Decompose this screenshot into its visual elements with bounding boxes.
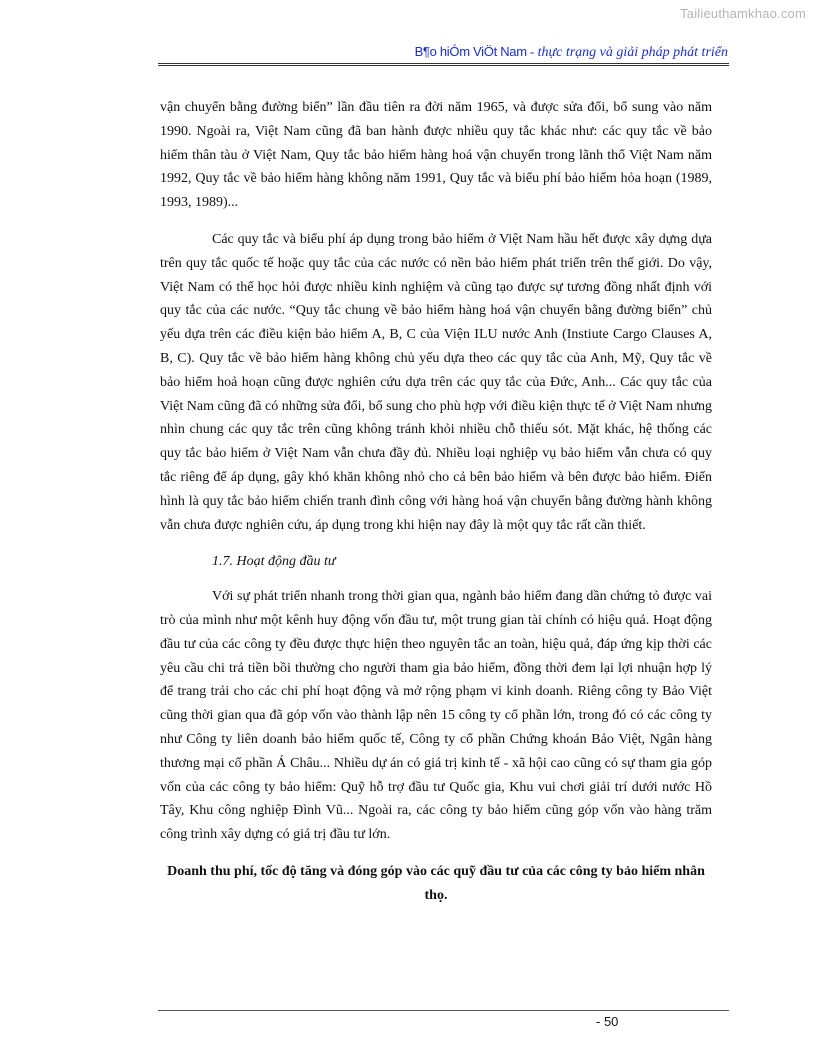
body-paragraph: Các quy tắc và biểu phí áp dụng trong bảo hiểm ở Việt Nam hầu hết được xây dựng dựa trên quy tắc quốc tế hoặc quy tắc của các nước có nền bảo hiểm phát triển trên thế giới. Do vậy, Việt Nam có thể học hỏi được nhiều kinh nghiệm và cũng tạo được sự tương đồng nhất định với quy tắc của các nước. “Quy tắc chung về bảo hiểm hàng hoá vận chuyển bằng đường biển” chủ yếu dựa trên các điều kiện bảo hiểm A, B, C của Viện ILU nước Anh (Instiute Cargo Clauses A, B, C). Quy tắc về bảo hiểm hàng không chủ yếu dựa theo các quy tắc của Anh, Mỹ, Quy tắc về bảo hiểm hoả hoạn cũng được nghiên cứu dựa trên các quy tắc của Đức, Anh... Các quy tắc của Việt Nam cũng đã có những sửa đổi, bổ sung cho phù hợp với điều kiện thực tế ở Việt Nam nhưng nhìn chung các quy tắc trên cũng không tránh khỏi nhiều chỗ thiếu sót. Mặt khác, hệ thống các quy tắc bảo hiểm ở Việt Nam vẫn chưa đầy đủ. Nhiều loại nghiệp vụ bảo hiểm vẫn chưa có quy tắc riêng để áp dụng, gây khó khăn không nhỏ cho cả bên bảo hiểm và bên được bảo hiểm. Điển hình là quy tắc bảo hiểm chiến tranh đình công với hàng hoá vận chuyển bằng đường hành không vẫn chưa được nghiên cứu, áp dụng trong khi hiện nay đây là một quy tắc rất cần thiết. (160, 231, 712, 533)
header-subtitle: thực trạng và giải pháp phát triển (537, 45, 728, 60)
section-heading: 1.7. Hoạt động đầu tư (212, 554, 336, 570)
header-rule (158, 63, 729, 66)
footer-rule (158, 1010, 729, 1011)
header-separator: - (526, 44, 538, 59)
body-paragraph: vận chuyển bằng đường biển” lần đầu tiên ra đời năm 1965, và được sửa đổi, bổ sung vào năm 1990. Ngoài ra, Việt Nam cũng đã ban hành được nhiều quy tắc khác như: các quy tắc về bảo hiểm thân tàu ở Việt Nam, Quy tắc bảo hiểm hàng hoá vận chuyển trong lãnh thổ Việt Nam năm 1992, Quy tắc về bảo hiểm hàng không năm 1991, Quy tắc và biểu phí bảo hiểm hỏa hoạn (1989, 1993, 1989)... (160, 100, 712, 211)
page-body (160, 96, 712, 908)
header-title: B¶o hiÓm ViÖt Nam (414, 44, 527, 59)
body-paragraph: Với sự phát triển nhanh trong thời gian qua, ngành bảo hiểm đang dần chứng tỏ được vai trò của mình như một kênh huy động vốn đầu tư, một trung gian tài chính có hiệu quả. Hoạt động đầu tư của các công ty đều được thực hiện theo nguyên tắc an toàn, hiệu quả, đáp ứng kịp thời các yêu cầu chi trả tiền bồi thường cho người tham gia bảo hiểm, đồng thời đem lại lợi nhuận hợp lý để trang trải cho các chi phí hoạt động và mở rộng phạm vi kinh doanh. Riêng công ty Bảo Việt cũng thời gian qua đã góp vốn vào thành lập nên 15 công ty cổ phần lớn, trong đó có các công ty như Công ty liên doanh bảo hiểm quốc tế, Công ty cổ phần Chứng khoán Bảo Việt, Ngân hàng thương mại cổ phần Á Châu... Nhiều dự án có giá trị kinh tế - xã hội cao cũng có sự tham gia góp vốn của các công ty bảo hiểm: Quỹ hỗ trợ đầu tư Quốc gia, Khu vui chơi giải trí dưới nước Hồ Tây, Khu công nghiệp Đình Vũ... Ngoài ra, các công ty bảo hiểm cũng góp vốn vào hàng trăm công trình xây dựng có giá trị đầu tư lớn. (160, 589, 712, 843)
running-header (415, 44, 728, 61)
page-number: - 50 (596, 1014, 619, 1029)
table-title: Doanh thu phí, tốc độ tăng và đóng góp vào các quỹ đầu tư của các công ty bảo hiểm nhân thọ. (167, 863, 705, 903)
watermark-text: Tailieuthamkhao.com (680, 6, 806, 21)
